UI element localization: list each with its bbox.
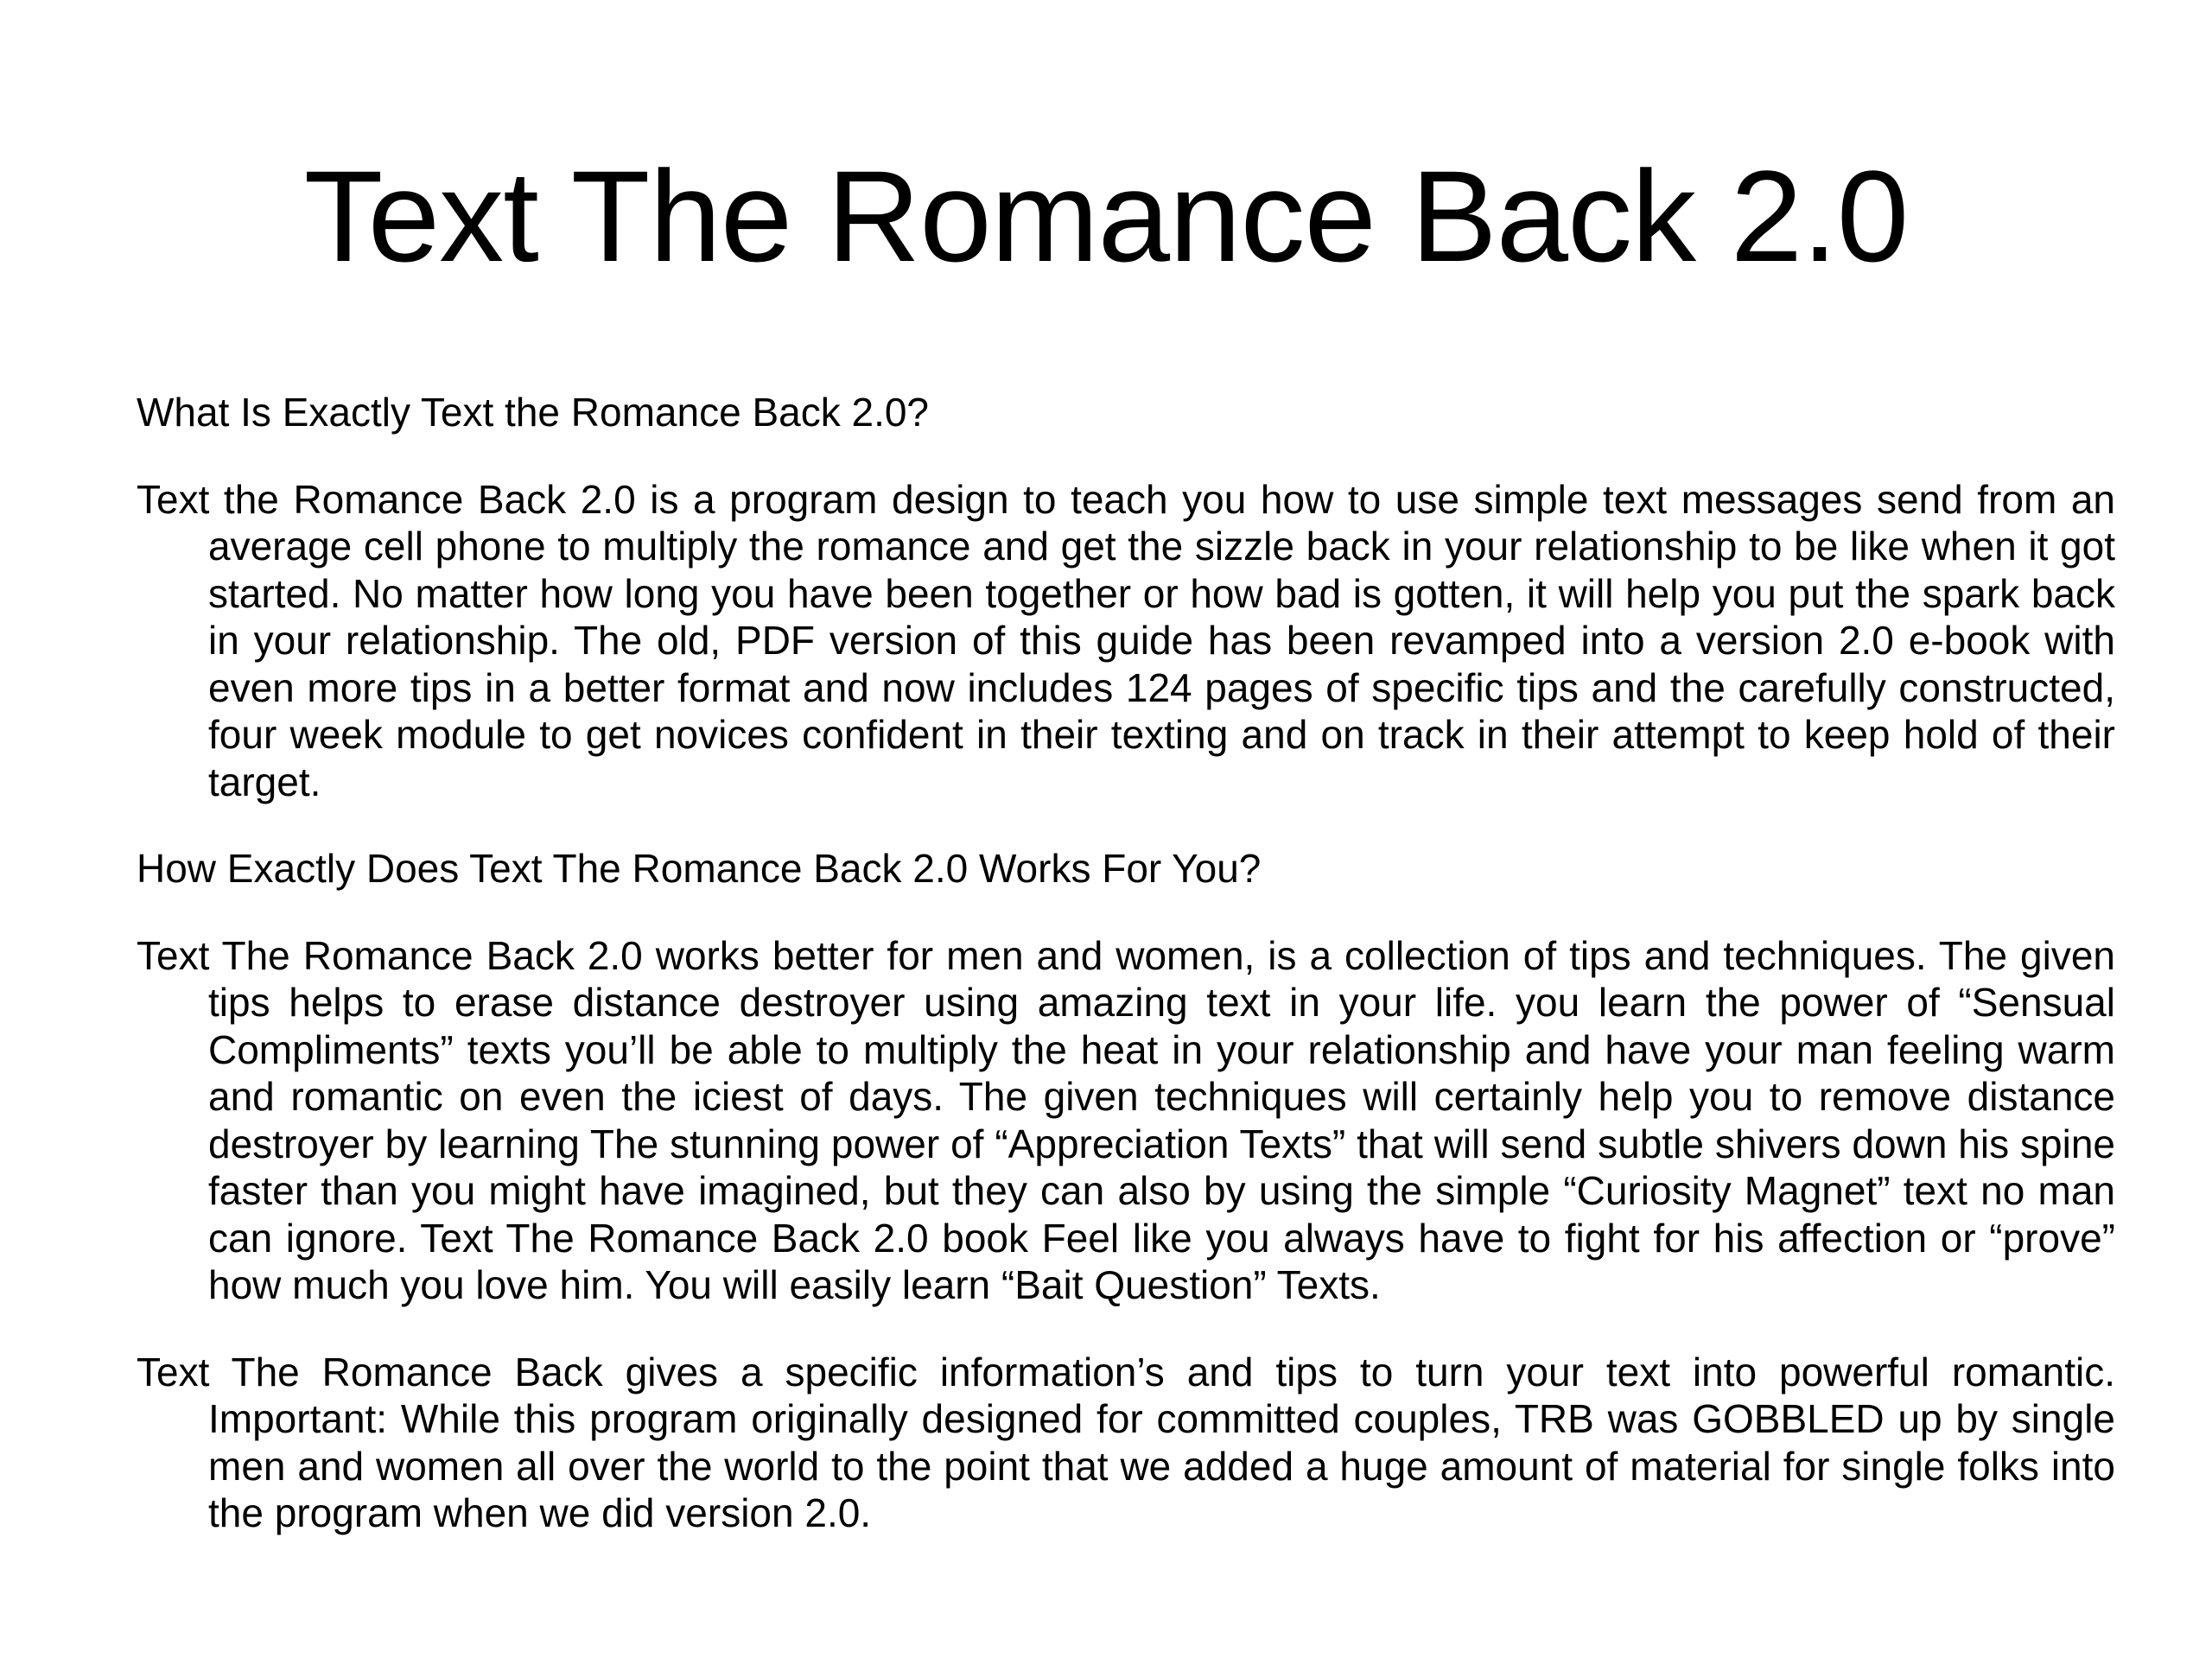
question-heading-1: What Is Exactly Text the Romance Back 2.0? (137, 390, 930, 435)
body-paragraph-3: Text The Romance Back gives a specific information’s and tips to turn your text into powerful romantic. Important: While this program originally designed for committed couples, TRB was GOBBLED up by single men and women all over the world to the point that we added a huge amount of material for single folks into the program when we did version 2.0. (137, 1349, 2115, 1535)
question-heading-2: How Exactly Does Text The Romance Back 2.0 Works For You? (137, 846, 1262, 891)
slide-title: Text The Romance Back 2.0 (303, 143, 1909, 289)
body-paragraph-2: Text The Romance Back 2.0 works better for men and women, is a collection of tips and techniques. The given tips helps to erase distance destroyer using amazing text in your life. you learn the power of “Sensual Compliments” texts you’ll be able to multiply the heat in your relationship and have your man feeling warm and romantic on even the iciest of days. The given techniques will certainly help you to remove distance destroyer by learning The stunning power of “Appreciation Texts” that will send subtle shivers down his spine faster than you might have imagined, but they can also by using the simple “Curiosity Magnet” text no man can ignore. Text The Romance Back 2.0 book Feel like you always have to fight for his affection or “prove” how much you love him. You will easily learn “Bait Question” Texts. (137, 932, 2115, 1307)
slide-body (137, 389, 2115, 1577)
body-paragraph-1: Text the Romance Back 2.0 is a program design to teach you how to use simple text messages send from an average cell phone to multiply the romance and get the sizzle back in your relationship to be like when it got started. No matter how long you have been together or how bad is gotten, it will help you put the spark back in your relationship. The old, PDF version of this guide has been revamped into a version 2.0 e-book with even more tips in a better format and now includes 124 pages of specific tips and the carefully constructed, four week module to get novices confident in their texting and on track in their attempt to keep hold of their target. (137, 476, 2115, 804)
